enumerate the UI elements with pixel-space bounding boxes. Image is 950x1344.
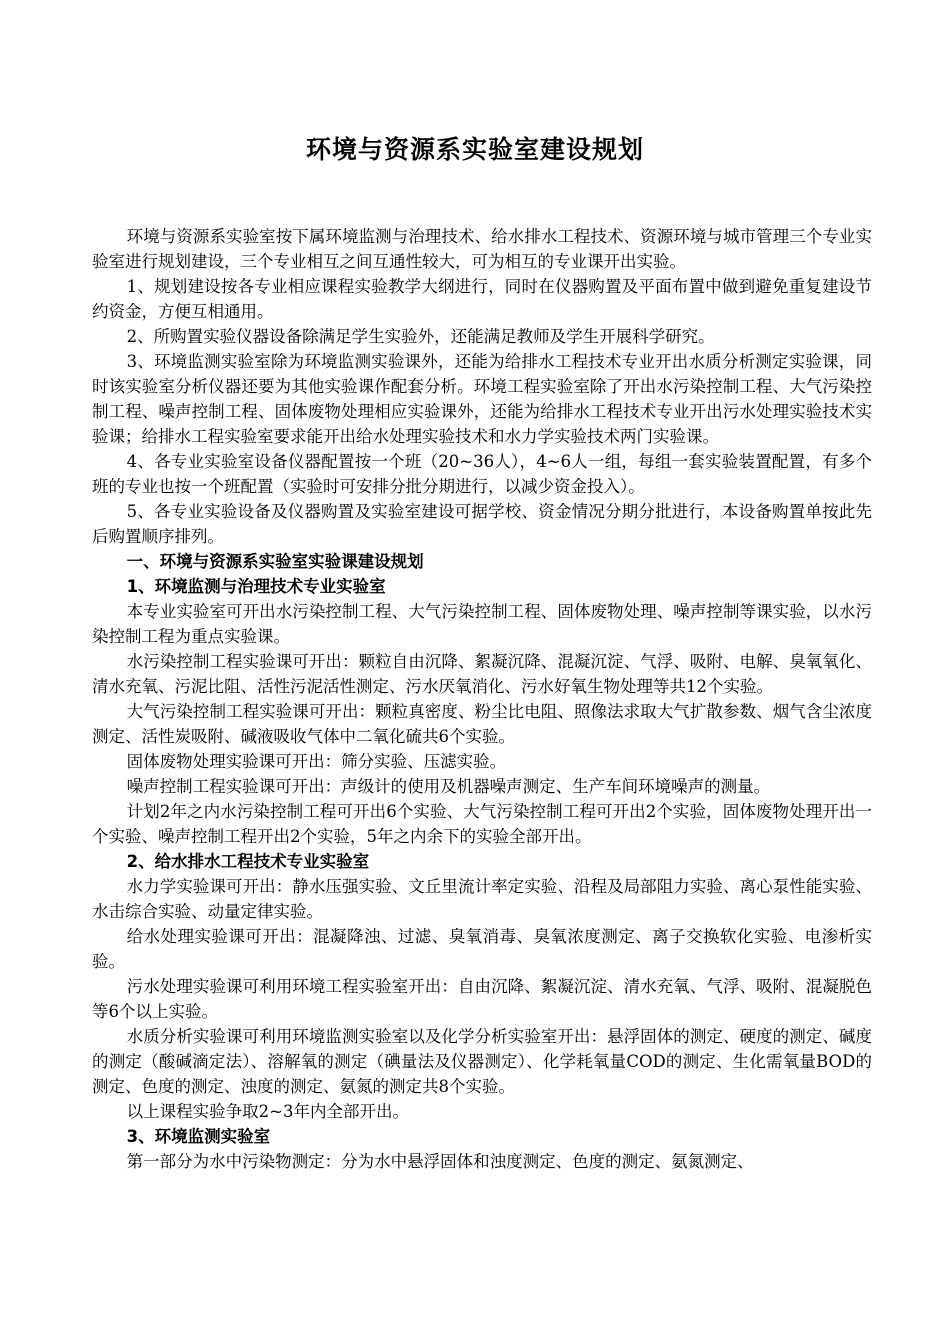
body-paragraph: 固体废物处理实验课可开出：筛分实验、压滤实验。 [126, 752, 507, 771]
body-paragraph: 2、所购置实验仪器设备除满足学生实验外，还能满足教师及学生开展科学研究。 [126, 327, 715, 346]
body-paragraph: 5、各专业实验设备及仪器购置及实验室建设可据学校、资金情况分期分批进行，本设备购置单按此先后购置顺序排列。 [92, 502, 872, 546]
body-paragraph: 以上课程实验争取2~3年内全部开出。 [126, 1102, 409, 1121]
section-heading: 一、环境与资源系实验室实验课建设规划 [126, 552, 424, 571]
body-paragraph: 污水处理实验课可利用环境工程实验室开出：自由沉降、絮凝沉淀、清水充氧、气浮、吸附、混凝脱色等6个以上实验。 [92, 977, 872, 1021]
body-paragraph: 本专业实验室可开出水污染控制工程、大气污染控制工程、固体废物处理、噪声控制等课实验，以水污染控制工程为重点实验课。 [92, 602, 872, 646]
body-paragraph: 第一部分为水中污染物测定：分为水中悬浮固体和浊度测定、色度的测定、氨氮测定、 [126, 1152, 754, 1171]
body-paragraph: 环境与资源系实验室按下属环境监测与治理技术、给水排水工程技术、资源环境与城市管理三个专业实验室进行规划建设，三个专业相互之间互通性较大，可为相互的专业课开出实验。 [92, 227, 872, 271]
body-paragraph: 水力学实验课可开出：静水压强实验、文丘里流计率定实验、沿程及局部阻力实验、离心泵性能实验、水击综合实验、动量定律实验。 [92, 877, 872, 921]
section-heading: 1、环境监测与治理技术专业实验室 [126, 577, 386, 596]
section-heading: 2、给水排水工程技术专业实验室 [126, 852, 370, 871]
section-heading: 3、环境监测实验室 [126, 1127, 271, 1146]
body-paragraph: 3、环境监测实验室除为环境监测实验课外，还能为给排水工程技术专业开出水质分析测定实验课，同时该实验室分析仪器还要为其他实验课作配套分析。环境工程实验室除了开出水污染控制工程、大气污染控制工程、噪声控制工程、固体废物处理相应实验课外，还能为给排水工程技术专业开出污水处理实验技术实验课；给排水工程实验室要求能开出给水处理实验技术和水力学实验技术两门实验课。 [92, 352, 872, 446]
document-title: 环境与资源系实验室建设规划 [305, 135, 644, 164]
body-paragraph: 水污染控制工程实验课可开出：颗粒自由沉降、絮凝沉降、混凝沉淀、气浮、吸附、电解、臭氧氧化、清水充氧、污泥比阻、活性污泥活性测定、污水厌氧消化、污水好氧生物处理等共12个实验。 [92, 652, 872, 696]
body-paragraph: 计划2年之内水污染控制工程可开出6个实验、大气污染控制工程可开出2个实验，固体废物处理开出一个实验、噪声控制工程开出2个实验，5年之内余下的实验全部开出。 [92, 802, 872, 846]
body-paragraph: 大气污染控制工程实验课可开出：颗粒真密度、粉尘比电阻、照像法求取大气扩散参数、烟气含尘浓度测定、活性炭吸附、碱液吸收气体中二氧化硫共6个实验。 [92, 702, 872, 746]
body-paragraph: 给水处理实验课可开出：混凝降浊、过滤、臭氧消毒、臭氧浓度测定、离子交换软化实验、电渗析实验。 [92, 927, 872, 971]
body-paragraph: 1、规划建设按各专业相应课程实验教学大纲进行，同时在仪器购置及平面布置中做到避免重复建设节约资金，方便互相通用。 [92, 277, 872, 321]
body-paragraph: 水质分析实验课可利用环境监测实验室以及化学分析实验室开出：悬浮固体的测定、硬度的测定、碱度的测定（酸碱滴定法）、溶解氧的测定（碘量法及仪器测定）、化学耗氧量COD的测定、生化需氧量BOD的测定、色度的测定、浊度的测定、氨氮的测定共8个实验。 [92, 1027, 872, 1096]
document-body [92, 224, 872, 1174]
body-paragraph: 噪声控制工程实验课可开出：声级计的使用及机器噪声测定、生产车间环境噪声的测量。 [126, 777, 771, 796]
body-paragraph: 4、各专业实验室设备仪器配置按一个班（20~36人），4~6人一组，每组一套实验装置配置，有多个班的专业也按一个班配置（实验时可安排分批分期进行，以减少资金投入）。 [92, 452, 872, 496]
